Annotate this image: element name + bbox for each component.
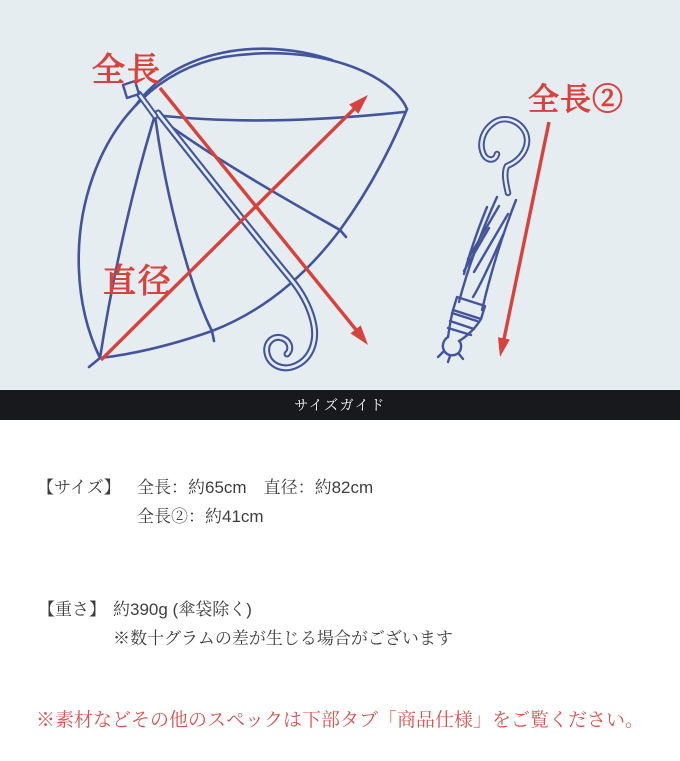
size-spec-label: 【サイズ】: [37, 478, 121, 497]
weight-spec-content: [113, 595, 453, 653]
weight-spec-line2: ※数十グラムの差が生じる場合がございます: [113, 629, 453, 648]
size-guide-bar-title: サイズガイド: [294, 397, 386, 413]
diameter-label: 直径: [103, 262, 173, 299]
size-spec-line1: 全長：約65cm 直径：約82cm: [137, 478, 374, 497]
weight-spec-line1: 約390g (傘袋除く): [113, 600, 252, 619]
size-guide-bar: [0, 390, 680, 420]
weight-spec-label: 【重さ】: [38, 600, 106, 619]
weight-spec-row: [0, 595, 680, 653]
material-note: ※素材などその他のスペックは下部タブ「商品仕様」をご覧ください。: [36, 710, 645, 731]
folded-umbrella-hook: [481, 119, 527, 193]
total-length-2-label: 全長②: [528, 82, 624, 117]
total-length-label: 全長: [92, 51, 162, 88]
size-spec-line2: 全長②：約41cm: [137, 507, 264, 526]
spec-section: [0, 473, 680, 735]
size-spec-row: [0, 473, 680, 531]
size-spec-content: [137, 473, 373, 531]
